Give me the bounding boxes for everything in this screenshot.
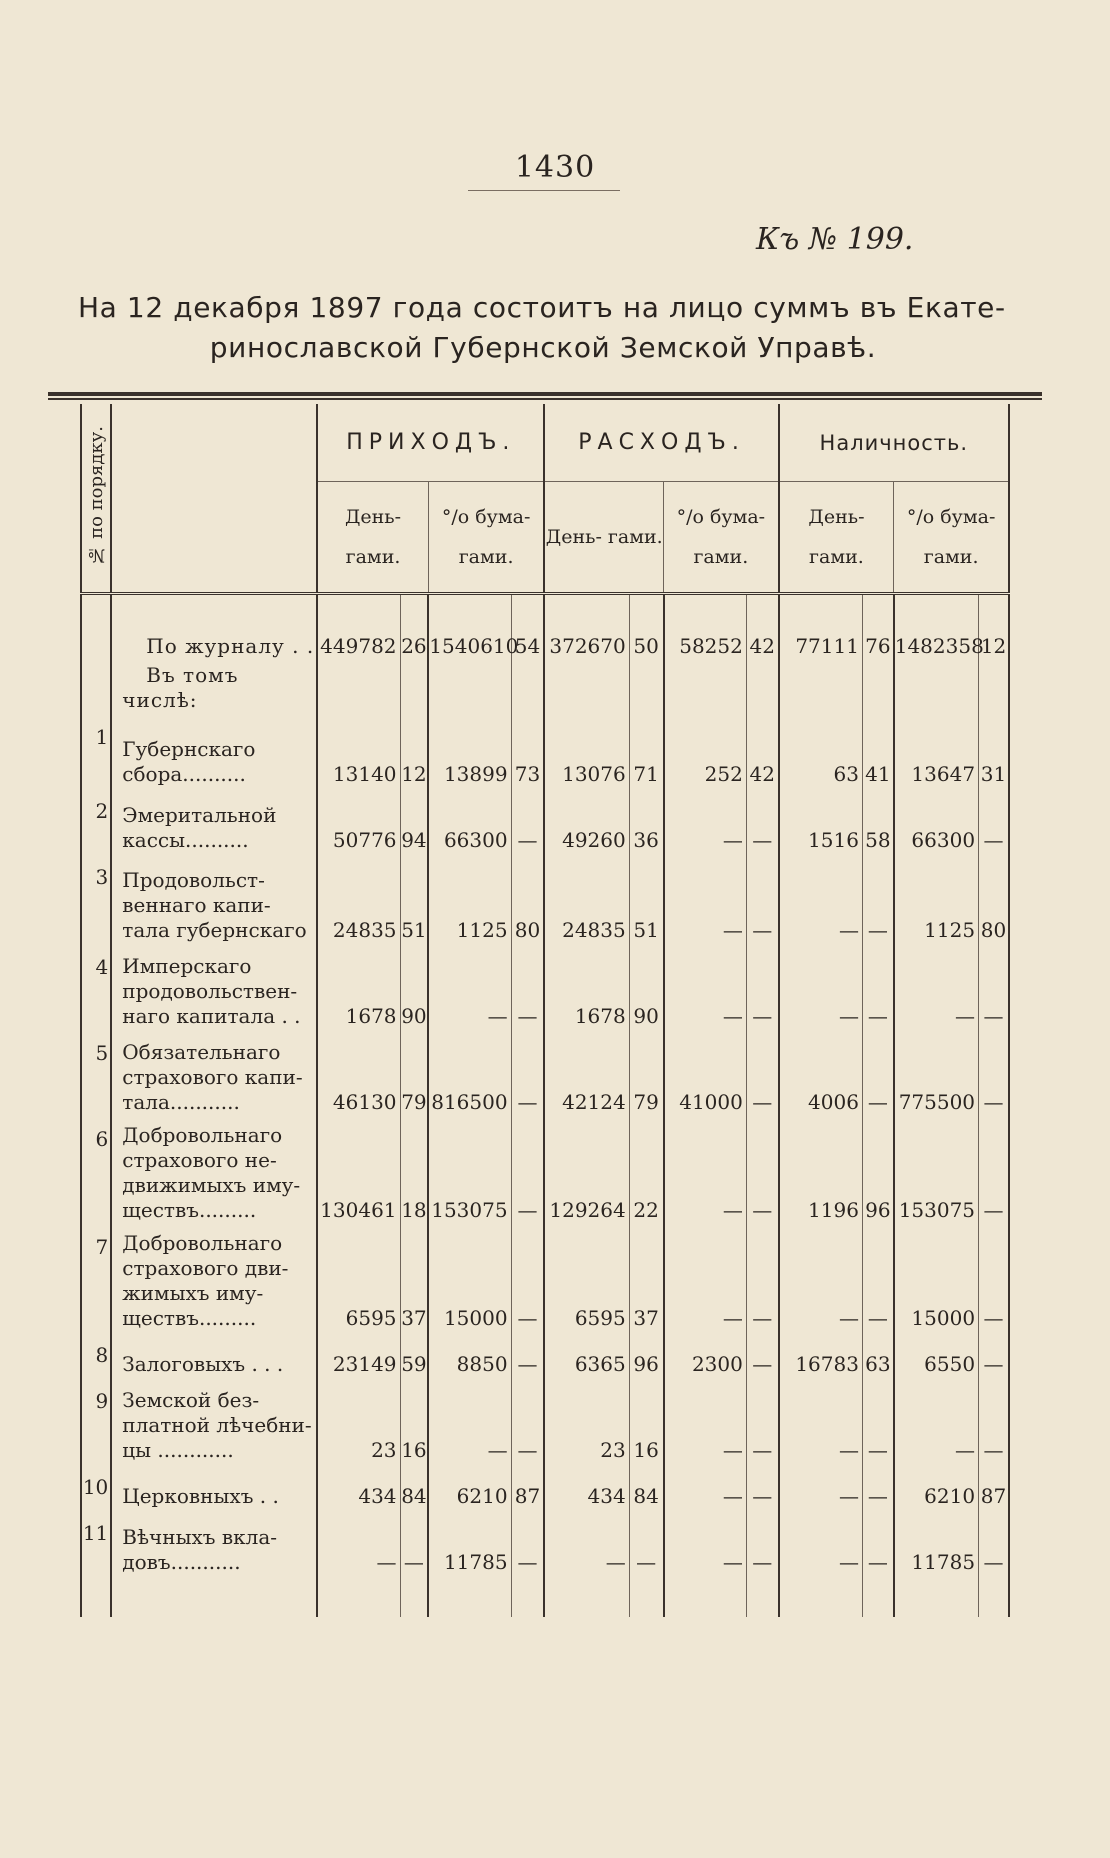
row-label: Вѣчныхъ вкла- довъ...........	[111, 1513, 317, 1579]
fraction-cell: —	[746, 857, 778, 947]
amount-cell: 130461	[317, 1119, 400, 1227]
fraction-cell: 71	[629, 717, 663, 791]
amount-cell: 6210	[428, 1467, 511, 1513]
subheader-securities: °/о бума- гами.	[428, 482, 544, 594]
fraction-cell: —	[746, 947, 778, 1033]
amount-cell: 66300	[894, 791, 979, 857]
fraction-cell: 80	[511, 857, 544, 947]
amount-cell: —	[664, 857, 747, 947]
fraction-cell: 96	[629, 1335, 663, 1381]
amount-cell: 23	[544, 1381, 629, 1467]
fraction-cell: —	[862, 1467, 893, 1513]
index-column-header: № по порядку.	[81, 404, 111, 594]
row-label: Земской без- платной лѣчебни- цы ............	[111, 1381, 317, 1467]
amount-cell: 16783	[779, 1335, 863, 1381]
amount-cell: 6595	[317, 1227, 400, 1335]
fraction-cell: 42	[746, 619, 778, 663]
fraction-cell: 51	[400, 857, 428, 947]
amount-cell: 49260	[544, 791, 629, 857]
amount-cell: 46130	[317, 1033, 400, 1119]
fraction-cell: —	[862, 1513, 893, 1579]
fraction-cell: 37	[400, 1227, 428, 1335]
amount-cell: —	[779, 1381, 863, 1467]
amount-cell: 58252	[664, 619, 747, 663]
fraction-cell: 59	[400, 1335, 428, 1381]
fraction-cell: 80	[979, 857, 1009, 947]
amount-cell: 23149	[317, 1335, 400, 1381]
table-body	[81, 594, 1009, 1618]
fraction-cell: —	[511, 947, 544, 1033]
page-number-rule	[468, 190, 620, 191]
amount-cell: 449782	[317, 619, 400, 663]
fraction-cell: 12	[979, 619, 1009, 663]
amount-cell: —	[779, 857, 863, 947]
row-index: 7	[81, 1227, 111, 1335]
fraction-cell: —	[511, 1335, 544, 1381]
fraction-cell: 79	[400, 1033, 428, 1119]
subheader-cash: День- гами.	[544, 482, 663, 594]
row-label: Губернскаго сбора..........	[111, 717, 317, 791]
fraction-cell: 22	[629, 1119, 663, 1227]
row-index: 6	[81, 1119, 111, 1227]
fraction-cell: 87	[979, 1467, 1009, 1513]
amount-cell: 63	[779, 717, 863, 791]
amount-cell: 1125	[894, 857, 979, 947]
amount-cell: 23	[317, 1381, 400, 1467]
fraction-cell: —	[511, 1227, 544, 1335]
row-label: Залоговыхъ . . .	[111, 1335, 317, 1381]
row-index: 5	[81, 1033, 111, 1119]
amount-cell: —	[779, 947, 863, 1033]
row-label: Церковныхъ . .	[111, 1467, 317, 1513]
amount-cell: —	[317, 1513, 400, 1579]
fraction-cell: —	[511, 1119, 544, 1227]
fraction-cell: 84	[629, 1467, 663, 1513]
row-index: 8	[81, 1335, 111, 1381]
row-index: 4	[81, 947, 111, 1033]
amount-cell: —	[779, 1513, 863, 1579]
row-label: Эмеритальной кассы..........	[111, 791, 317, 857]
fraction-cell: —	[862, 1033, 893, 1119]
amount-cell: —	[664, 1119, 747, 1227]
table-row	[81, 857, 1009, 947]
amount-cell: —	[664, 1467, 747, 1513]
fraction-cell: —	[746, 1467, 778, 1513]
fraction-cell: —	[511, 1033, 544, 1119]
amount-cell: 252	[664, 717, 747, 791]
document-heading	[78, 288, 1028, 368]
group-header-expense: РАСХОДЪ.	[544, 404, 778, 482]
fraction-cell: 79	[629, 1033, 663, 1119]
table-row	[81, 1467, 1009, 1513]
amount-cell: —	[664, 1513, 747, 1579]
amount-cell: 2300	[664, 1335, 747, 1381]
amount-cell: 153075	[428, 1119, 511, 1227]
amount-cell: —	[664, 1227, 747, 1335]
fraction-cell: 90	[629, 947, 663, 1033]
fraction-cell: —	[979, 1513, 1009, 1579]
fraction-cell: —	[862, 1381, 893, 1467]
amount-cell: —	[894, 947, 979, 1033]
table-row	[81, 1381, 1009, 1467]
amount-cell: —	[428, 1381, 511, 1467]
fraction-cell: 58	[862, 791, 893, 857]
fraction-cell: —	[862, 857, 893, 947]
subheader-cash: День- гами.	[317, 482, 428, 594]
row-index: 10	[81, 1467, 111, 1513]
amount-cell: 1516	[779, 791, 863, 857]
fraction-cell: 50	[629, 619, 663, 663]
balance-table	[80, 404, 1010, 1617]
table-row	[81, 1227, 1009, 1335]
fraction-cell: 87	[511, 1467, 544, 1513]
amount-cell: —	[664, 1381, 747, 1467]
amount-cell: 15000	[894, 1227, 979, 1335]
fraction-cell: 36	[629, 791, 663, 857]
row-label: Добровольнаго страхового дви- жимыхъ иму- ществъ.........	[111, 1227, 317, 1335]
amount-cell: 66300	[428, 791, 511, 857]
page-number: 1430	[514, 150, 596, 185]
fraction-cell: 31	[979, 717, 1009, 791]
table-row	[81, 1513, 1009, 1579]
amount-cell: 42124	[544, 1033, 629, 1119]
amount-cell: 1540610	[428, 619, 511, 663]
amount-cell: 4006	[779, 1033, 863, 1119]
fraction-cell: —	[746, 1033, 778, 1119]
amount-cell: 372670	[544, 619, 629, 663]
fraction-cell: 16	[400, 1381, 428, 1467]
group-header-income: ПРИХОДЪ.	[317, 404, 544, 482]
amount-cell: 13899	[428, 717, 511, 791]
table-row-total	[81, 619, 1009, 663]
table-top-rule	[48, 392, 1042, 396]
row-index: 2	[81, 791, 111, 857]
table-row	[81, 1119, 1009, 1227]
row-label: Обязательнаго страхового капи- тала...........	[111, 1033, 317, 1119]
fraction-cell: 16	[629, 1381, 663, 1467]
amount-cell: 13076	[544, 717, 629, 791]
fraction-cell: 73	[511, 717, 544, 791]
amount-cell: 11785	[428, 1513, 511, 1579]
amount-cell: 13647	[894, 717, 979, 791]
row-index: 9	[81, 1381, 111, 1467]
amount-cell: 77111	[779, 619, 863, 663]
table-top-rule-thin	[48, 398, 1042, 400]
fraction-cell: —	[746, 1381, 778, 1467]
amount-cell: 15000	[428, 1227, 511, 1335]
fraction-cell: 84	[400, 1467, 428, 1513]
amount-cell: 816500	[428, 1033, 511, 1119]
amount-cell: 24835	[544, 857, 629, 947]
fraction-cell: 63	[862, 1335, 893, 1381]
fraction-cell: 42	[746, 717, 778, 791]
fraction-cell: 41	[862, 717, 893, 791]
table-row	[81, 791, 1009, 857]
fraction-cell: —	[979, 1381, 1009, 1467]
amount-cell: 13140	[317, 717, 400, 791]
subheading-label: Въ томъ числѣ:	[111, 663, 317, 717]
amount-cell: 1482358	[894, 619, 979, 663]
amount-cell: 41000	[664, 1033, 747, 1119]
heading-line-1: На 12 декабря 1897 года состоитъ на лицо суммъ въ Екате-	[78, 291, 1006, 324]
fraction-cell: —	[862, 1227, 893, 1335]
row-index: 3	[81, 857, 111, 947]
fraction-cell: —	[746, 791, 778, 857]
fraction-cell: —	[979, 791, 1009, 857]
row-label: Продовольст- веннаго капи- тала губернскаго	[111, 857, 317, 947]
fraction-cell: 37	[629, 1227, 663, 1335]
reference-number: Къ № 199.	[756, 222, 914, 257]
fraction-cell: —	[979, 1335, 1009, 1381]
fraction-cell: 54	[511, 619, 544, 663]
row-index: 11	[81, 1513, 111, 1579]
amount-cell: —	[544, 1513, 629, 1579]
table-row	[81, 1033, 1009, 1119]
amount-cell: 6595	[544, 1227, 629, 1335]
fraction-cell: —	[511, 791, 544, 857]
fraction-cell: —	[746, 1335, 778, 1381]
fraction-cell: —	[746, 1227, 778, 1335]
amount-cell: 129264	[544, 1119, 629, 1227]
amount-cell: 1678	[544, 947, 629, 1033]
fraction-cell: 96	[862, 1119, 893, 1227]
fraction-cell: 94	[400, 791, 428, 857]
amount-cell: 6210	[894, 1467, 979, 1513]
amount-cell: 6365	[544, 1335, 629, 1381]
fraction-cell: 12	[400, 717, 428, 791]
amount-cell: —	[779, 1467, 863, 1513]
fraction-cell: —	[979, 1119, 1009, 1227]
amount-cell: 434	[544, 1467, 629, 1513]
amount-cell: 434	[317, 1467, 400, 1513]
amount-cell: 1125	[428, 857, 511, 947]
fraction-cell: —	[979, 947, 1009, 1033]
fraction-cell: 90	[400, 947, 428, 1033]
amount-cell: —	[894, 1381, 979, 1467]
fraction-cell: 26	[400, 619, 428, 663]
subheader-cash: День- гами.	[779, 482, 894, 594]
fraction-cell: —	[746, 1119, 778, 1227]
group-header-balance: Наличность.	[779, 404, 1009, 482]
row-index: 1	[81, 717, 111, 791]
table-row	[81, 717, 1009, 791]
fraction-cell: —	[746, 1513, 778, 1579]
amount-cell: 1196	[779, 1119, 863, 1227]
amount-cell: —	[664, 791, 747, 857]
amount-cell: 6550	[894, 1335, 979, 1381]
fraction-cell: —	[979, 1227, 1009, 1335]
amount-cell: 8850	[428, 1335, 511, 1381]
table-row	[81, 1335, 1009, 1381]
table-row-subheading	[81, 663, 1009, 717]
fraction-cell: —	[511, 1381, 544, 1467]
total-label: По журналу . .	[111, 619, 317, 663]
label-column-header	[111, 404, 317, 594]
row-label: Имперскаго продовольствен- наго капитала . .	[111, 947, 317, 1033]
fraction-cell: —	[511, 1513, 544, 1579]
row-label: Добровольнаго страхового не- движимыхъ иму- ществъ.........	[111, 1119, 317, 1227]
fraction-cell: —	[629, 1513, 663, 1579]
fraction-cell: —	[862, 947, 893, 1033]
fraction-cell: 18	[400, 1119, 428, 1227]
subheader-securities: °/о бума- гами.	[894, 482, 1009, 594]
fraction-cell: 76	[862, 619, 893, 663]
subheader-securities: °/о бума- гами.	[664, 482, 779, 594]
amount-cell: 11785	[894, 1513, 979, 1579]
amount-cell: 24835	[317, 857, 400, 947]
heading-line-2: ринославской Губернской Земской Управѣ.	[209, 331, 877, 364]
amount-cell: 775500	[894, 1033, 979, 1119]
fraction-cell: 51	[629, 857, 663, 947]
amount-cell: —	[664, 947, 747, 1033]
amount-cell: 1678	[317, 947, 400, 1033]
table-row	[81, 947, 1009, 1033]
amount-cell: —	[428, 947, 511, 1033]
fraction-cell: —	[400, 1513, 428, 1579]
amount-cell: 153075	[894, 1119, 979, 1227]
fraction-cell: —	[979, 1033, 1009, 1119]
amount-cell: —	[779, 1227, 863, 1335]
amount-cell: 50776	[317, 791, 400, 857]
